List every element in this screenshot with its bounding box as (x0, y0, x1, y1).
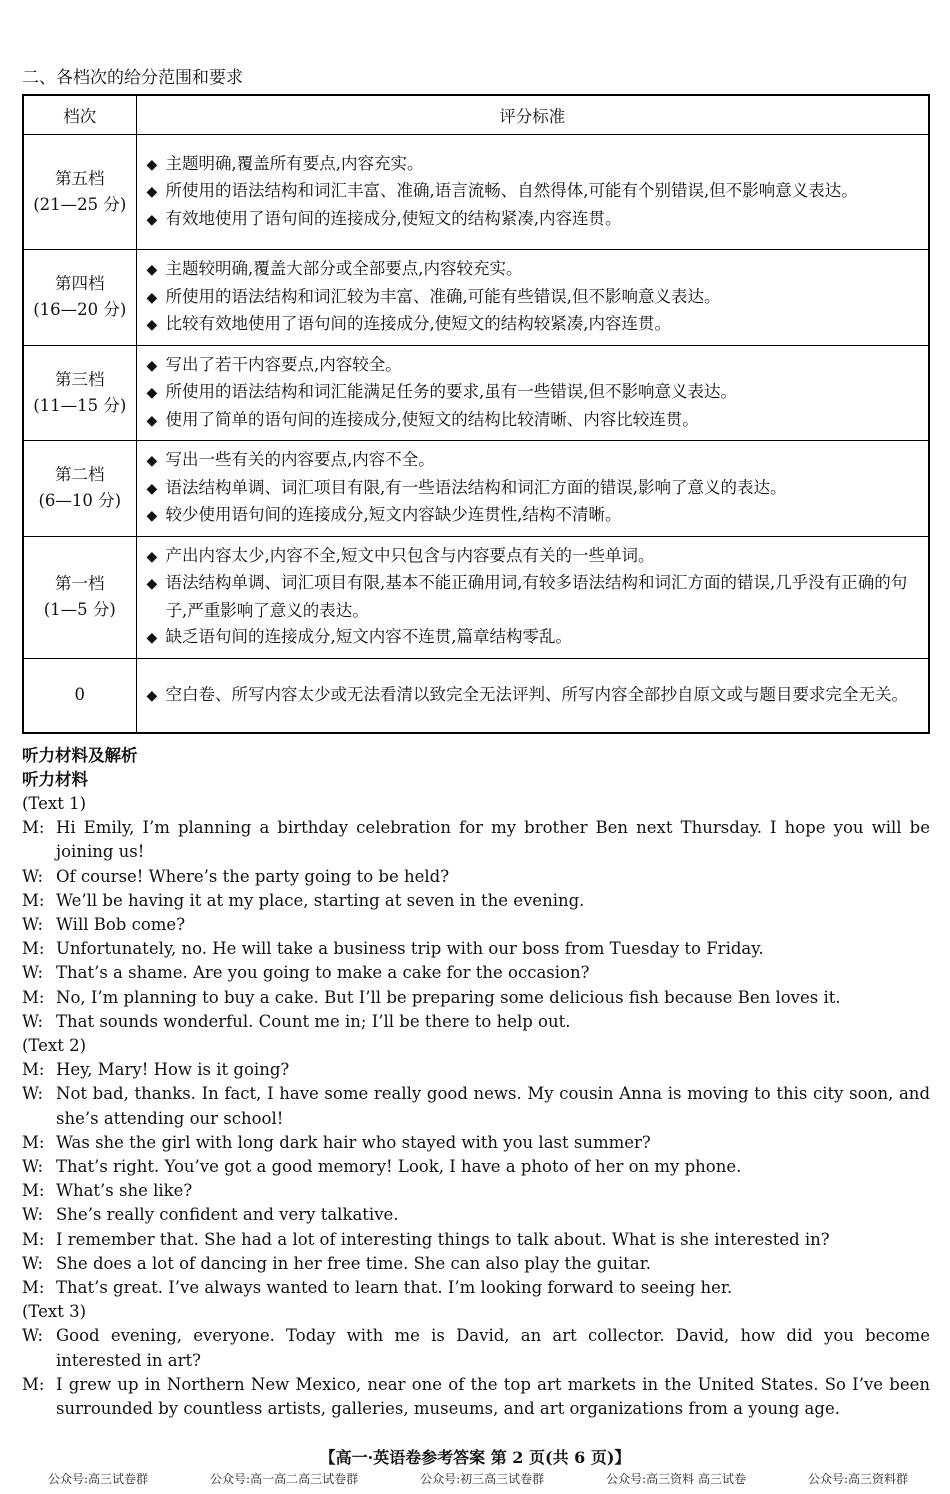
listening-subheading: 听力材料 (22, 770, 88, 789)
speaker-label: M: (22, 1229, 45, 1249)
criteria-item: ◆ 使用了简单的语句间的连接成分,使短文的结构比较清晰、内容比较连贯。 (147, 407, 925, 435)
level-cell (23, 658, 136, 733)
text-label: (Text 3) (22, 1302, 87, 1322)
level-name: 第四档 (55, 274, 105, 294)
speaker-label: M: (22, 818, 45, 838)
level-name: 第二档 (55, 465, 105, 485)
criteria-cell (136, 536, 929, 658)
criteria-item: ◆ 所使用的语法结构和词汇能满足任务的要求,虽有一些错误,但不影响意义表达。 (147, 379, 925, 407)
level-cell (23, 250, 136, 346)
speaker-label: W: (22, 963, 44, 983)
table-row (23, 536, 929, 658)
dialogue-line: W: That’s a shame. Are you going to make a cake for the occasion? (22, 961, 930, 985)
diamond-bullet-icon: ◆ (146, 211, 158, 228)
speaker-label: W: (22, 1084, 44, 1104)
criteria-item: ◆ 语法结构单调、词汇项目有限,基本不能正确用词,有较多语法结构和词汇方面的错误,几乎没有正确的句子,严重影响了意义的表达。 (146, 573, 908, 620)
table-row (23, 441, 929, 537)
dialogue-line: M: That’s great. I’ve always wanted to learn that. I’m looking forward to seeing her. (22, 1276, 930, 1300)
criteria-item: ◆ 所使用的语法结构和词汇较为丰富、准确,可能有些错误,但不影响意义表达。 (147, 284, 925, 312)
level-cell (23, 441, 136, 537)
dialogue-line: W: Good evening, everyone. Today with me is David, an art collector. David, how did you become interested in art? (22, 1326, 930, 1370)
footer-note: 公众号:高三试卷群 (48, 1472, 149, 1486)
dialogue-line: W: Will Bob come? (22, 913, 930, 937)
speaker-label: W: (22, 1157, 44, 1177)
dialogue-line: M: We’ll be having it at my place, starting at seven in the evening. (22, 889, 930, 913)
diamond-bullet-icon: ◆ (146, 385, 158, 401)
diamond-bullet-icon: ◆ (146, 412, 158, 429)
dialogue-line: W: Not bad, thanks. In fact, I have some really good news. My cousin Anna is moving to this city soon, and she’s attending our school! (22, 1084, 930, 1128)
criteria-item: ◆ 语法结构单调、词汇项目有限,有一些语法结构和词汇方面的错误,影响了意义的表达。 (147, 475, 925, 503)
speaker-label: M: (22, 987, 45, 1007)
table-row (23, 250, 929, 346)
diamond-bullet-icon: ◆ (146, 262, 158, 278)
level-name: 第五档 (55, 169, 105, 188)
diamond-bullet-icon: ◆ (146, 508, 158, 524)
criteria-item: ◆ 空白卷、所写内容太少或无法看清以致完全无法评判、所写内容全部抄自原文或与题目要求完全无关。 (147, 682, 925, 710)
grading-table (22, 94, 930, 734)
dialogue-line: W: She does a lot of dancing in her free time. She can also play the guitar. (22, 1252, 930, 1276)
criteria-item: ◆ 产出内容太少,内容不全,短文中只包含与内容要点有关的一些单词。 (147, 543, 925, 571)
dialogue-line: M: I grew up in Northern New Mexico, near one of the top art markets in the United States. So I’ve been surrounded by countless artists, galleries, museums, and art organizations from a young age. (22, 1374, 930, 1419)
diamond-bullet-icon: ◆ (146, 453, 158, 469)
transcript (22, 792, 930, 1421)
criteria-cell (136, 345, 929, 441)
footer-note: 公众号:高三资料 高三试卷 (606, 1472, 746, 1486)
diamond-bullet-icon: ◆ (146, 184, 158, 201)
criteria-item: ◆ 所使用的语法结构和词汇丰富、准确,语言流畅、自然得体,可能有个别错误,但不影响意义表达。 (147, 178, 925, 206)
speaker-label: W: (22, 1326, 44, 1346)
criteria-item: ◆ 写出一些有关的内容要点,内容不全。 (147, 447, 925, 475)
speaker-label: W: (22, 866, 44, 886)
diamond-bullet-icon: ◆ (146, 480, 158, 497)
level-name: 第三档 (55, 369, 105, 389)
speaker-label: M: (22, 1060, 45, 1080)
diamond-bullet-icon: ◆ (146, 687, 158, 704)
level-range: (16—20 分) (33, 300, 127, 320)
table-row (23, 135, 929, 250)
diamond-bullet-icon: ◆ (146, 576, 158, 592)
criteria-cell (136, 658, 929, 733)
criteria-cell (136, 250, 929, 346)
section-title: 二、各档次的给分范围和要求 (22, 68, 243, 88)
dialogue-line: W: That sounds wonderful. Count me in; I’ll be there to help out. (22, 1010, 930, 1034)
speaker-label: W: (22, 915, 44, 935)
speaker-label: M: (22, 1278, 45, 1298)
speaker-label: M: (22, 1374, 45, 1394)
dialogue-line: M: What’s she like? (22, 1179, 930, 1203)
table-row (23, 658, 929, 733)
dialogue-line: M: Hi Emily, I’m planning a birthday celebration for my brother Ben next Thursday. I hope you will be joining us! (22, 818, 930, 862)
criteria-item: ◆ 主题明确,覆盖所有要点,内容充实。 (147, 151, 925, 179)
speaker-label: M: (22, 890, 45, 910)
diamond-bullet-icon: ◆ (146, 289, 158, 306)
speaker-label: M: (22, 939, 45, 959)
header-criteria: 评分标准 (136, 95, 929, 135)
text-label: (Text 1) (22, 794, 87, 813)
dialogue-line: M: Unfortunately, no. He will take a business trip with our boss from Tuesday to Friday. (22, 937, 930, 961)
level-name: 0 (74, 685, 85, 705)
level-range: (1—5 分) (43, 600, 116, 619)
page-footer: 【高一·英语卷参考答案 第 2 页(共 6 页)】 (319, 1448, 631, 1467)
diamond-bullet-icon: ◆ (146, 630, 158, 646)
page (22, 62, 930, 1421)
diamond-bullet-icon: ◆ (146, 357, 158, 374)
dialogue-line: M: I remember that. She had a lot of interesting things to talk about. What is she interested in? (22, 1228, 930, 1252)
footer-note: 公众号:初三高三试卷群 (420, 1472, 545, 1486)
footer-note: 公众号:高三资料群 (807, 1472, 908, 1486)
criteria-item: ◆ 比较有效地使用了语句间的连接成分,使短文的结构较紧凑,内容连贯。 (147, 311, 925, 339)
level-cell (23, 536, 136, 658)
criteria-item: ◆ 写出了若干内容要点,内容较全。 (147, 352, 925, 380)
dialogue-line: W: Of course! Where’s the party going to be held? (22, 865, 930, 889)
footer-notes (48, 1471, 908, 1487)
criteria-item: ◆ 有效地使用了语句间的连接成分,使短文的结构紧凑,内容连贯。 (147, 206, 925, 234)
diamond-bullet-icon: ◆ (146, 548, 158, 565)
table-header-row (23, 95, 929, 135)
speaker-label: M: (22, 1132, 45, 1152)
speaker-label: W: (22, 1011, 44, 1031)
diamond-bullet-icon: ◆ (146, 317, 158, 333)
listening-heading: 听力材料及解析 (22, 746, 138, 765)
level-range: (6—10 分) (38, 491, 122, 511)
criteria-cell (136, 135, 929, 250)
footer-note: 公众号:高一高二高三试卷群 (210, 1472, 359, 1486)
dialogue-line: M: No, I’m planning to buy a cake. But I’ll be preparing some delicious fish because Ben loves it. (22, 986, 930, 1010)
dialogue-line: M: Was she the girl with long dark hair who stayed with you last summer? (22, 1131, 930, 1155)
dialogue-line: M: Hey, Mary! How is it going? (22, 1058, 930, 1082)
dialogue-line: W: That’s right. You’ve got a good memory! Look, I have a photo of her on my phone. (22, 1155, 930, 1179)
speaker-label: W: (22, 1205, 44, 1225)
header-level: 档次 (23, 95, 136, 135)
speaker-label: W: (22, 1253, 44, 1273)
criteria-cell (136, 441, 929, 537)
table-row (23, 345, 929, 441)
level-name: 第一档 (55, 574, 105, 593)
criteria-item: ◆ 主题较明确,覆盖大部分或全部要点,内容较充实。 (147, 256, 925, 284)
dialogue-line: W: She’s really confident and very talkative. (22, 1203, 930, 1227)
text-label: (Text 2) (22, 1036, 87, 1056)
level-cell (23, 345, 136, 441)
level-range: (11—15 分) (33, 395, 127, 415)
diamond-bullet-icon: ◆ (146, 156, 158, 173)
level-cell (23, 135, 136, 250)
criteria-item: ◆ 缺乏语句间的连接成分,短文内容不连贯,篇章结构零乱。 (147, 624, 925, 652)
criteria-item: ◆ 较少使用语句间的连接成分,短文内容缺少连贯性,结构不清晰。 (147, 502, 925, 530)
level-range: (21—25 分) (33, 195, 127, 214)
speaker-label: M: (22, 1181, 45, 1201)
